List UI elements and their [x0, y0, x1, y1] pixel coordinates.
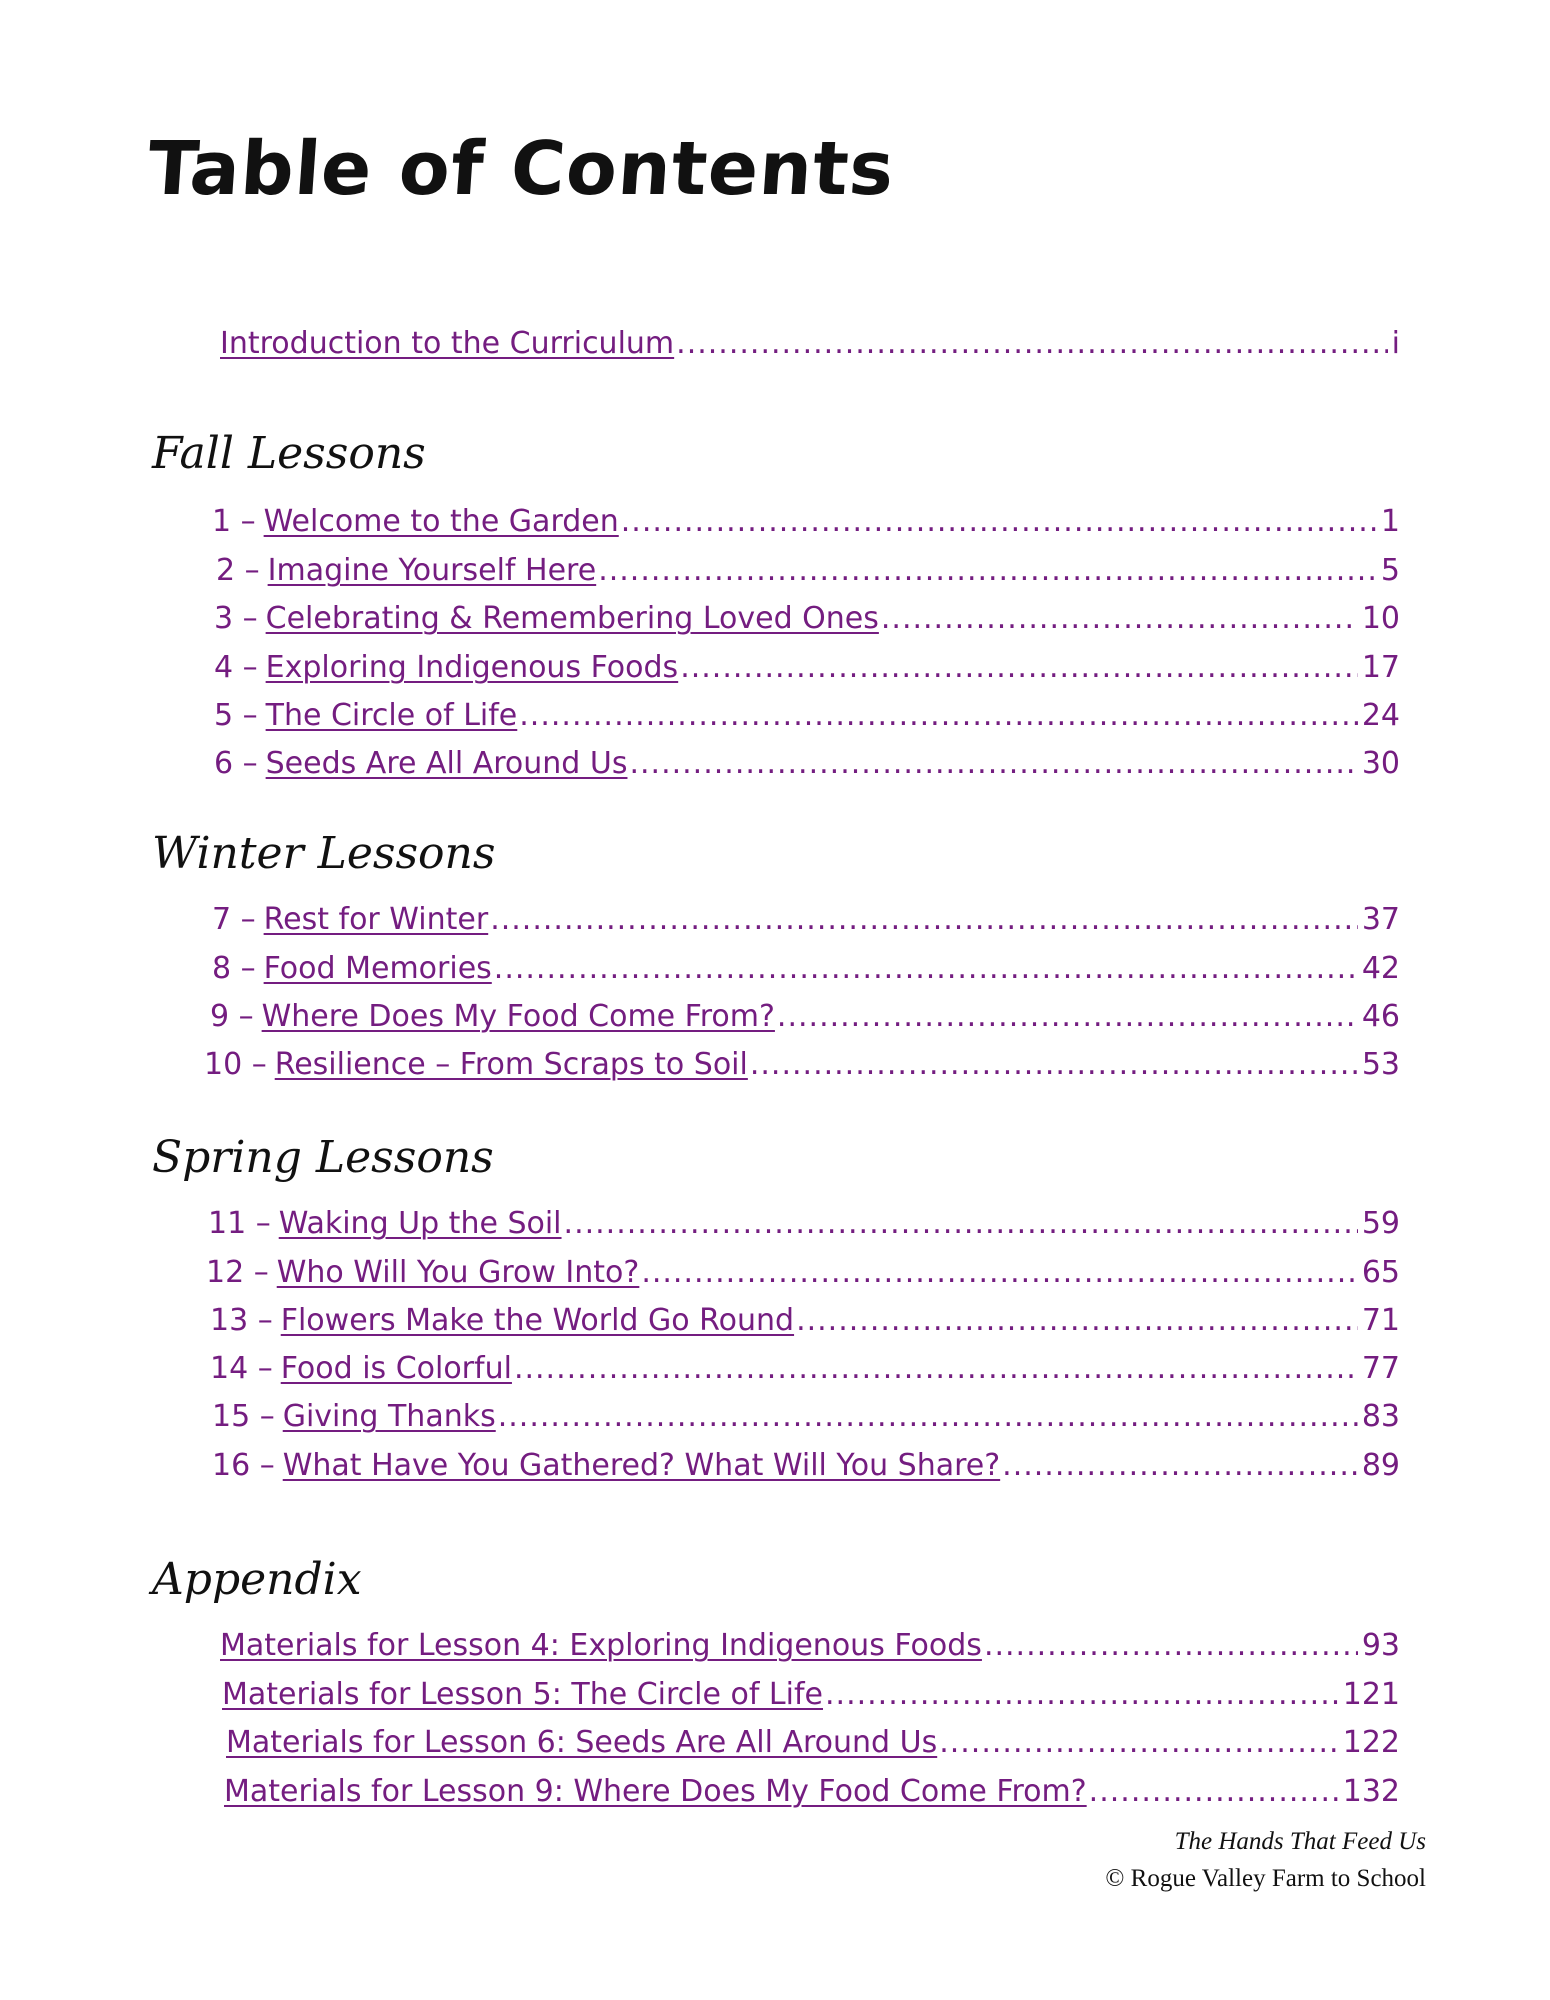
dot-leader	[629, 742, 1357, 786]
dot-leader	[641, 1251, 1357, 1295]
toc-entry-lesson-7[interactable]	[212, 898, 1400, 942]
page-number: 42	[1361, 951, 1400, 986]
toc-entry-lesson-16[interactable]	[212, 1444, 1400, 1488]
toc-link-lesson-14[interactable]: Food is Colorful	[280, 1351, 512, 1386]
dot-leader	[514, 1347, 1358, 1391]
toc-entry-lesson-6[interactable]	[214, 742, 1400, 786]
page-number: 93	[1361, 1628, 1400, 1663]
toc-link-appendix-lesson-6[interactable]: Materials for Lesson 6: Seeds Are All Around Us	[226, 1725, 938, 1760]
dot-leader	[621, 500, 1377, 544]
toc-link-lesson-4[interactable]: Exploring Indigenous Foods	[265, 650, 679, 685]
lesson-number: 7 –	[212, 902, 256, 937]
toc-link-introduction[interactable]: Introduction to the Curriculum	[220, 326, 675, 361]
lesson-number: 4 –	[214, 650, 258, 685]
toc-link-lesson-9[interactable]: Where Does My Food Come From?	[261, 999, 775, 1034]
page-number: 17	[1361, 650, 1400, 685]
lesson-number: 12 –	[206, 1255, 269, 1290]
lesson-number: 16 –	[212, 1448, 275, 1483]
page-title: Table of Contents	[144, 126, 898, 212]
dot-leader	[939, 1721, 1339, 1765]
lesson-number: 8 –	[212, 951, 256, 986]
toc-entry-appendix-lesson-9[interactable]	[224, 1770, 1400, 1814]
toc-entry-lesson-11[interactable]	[208, 1202, 1400, 1246]
section-heading-spring: Spring Lessons	[152, 1132, 494, 1183]
toc-link-lesson-11[interactable]: Waking Up the Soil	[278, 1206, 562, 1241]
toc-link-lesson-3[interactable]: Celebrating & Remembering Loved Ones	[265, 601, 879, 636]
dot-leader	[796, 1299, 1358, 1343]
page-number: 65	[1361, 1255, 1400, 1290]
page-number: 53	[1361, 1047, 1400, 1082]
toc-link-lesson-8[interactable]: Food Memories	[263, 951, 492, 986]
dot-leader	[564, 1202, 1358, 1246]
page-number: 59	[1361, 1206, 1400, 1241]
toc-entry-appendix-lesson-6[interactable]	[226, 1721, 1400, 1765]
dot-leader	[881, 597, 1358, 641]
toc-entry-lesson-14[interactable]	[210, 1347, 1400, 1391]
dot-leader	[680, 646, 1358, 690]
dot-leader	[777, 995, 1358, 1039]
page-number: 89	[1361, 1448, 1400, 1483]
lesson-number: 10 –	[204, 1047, 267, 1082]
dot-leader	[519, 694, 1358, 738]
toc-entry-lesson-1[interactable]	[212, 500, 1400, 544]
section-heading-fall: Fall Lessons	[152, 428, 426, 479]
dot-leader	[490, 898, 1358, 942]
toc-entry-lesson-8[interactable]	[212, 947, 1400, 991]
lesson-number: 15 –	[212, 1399, 275, 1434]
toc-entry-lesson-15[interactable]	[212, 1395, 1400, 1439]
page-number: 1	[1380, 504, 1400, 539]
footer-copyright: © Rogue Valley Farm to School	[1105, 1865, 1426, 1892]
lesson-number: 9 –	[210, 999, 254, 1034]
page-number: 132	[1342, 1774, 1400, 1809]
toc-link-lesson-13[interactable]: Flowers Make the World Go Round	[280, 1303, 795, 1338]
page-number: 77	[1361, 1351, 1400, 1386]
section-heading-appendix: Appendix	[152, 1554, 362, 1605]
toc-entry-lesson-3[interactable]	[214, 597, 1400, 641]
page-number: 30	[1361, 746, 1400, 781]
toc-entry-lesson-12[interactable]	[206, 1251, 1400, 1295]
lesson-number: 11 –	[208, 1206, 271, 1241]
page-number: 83	[1361, 1399, 1400, 1434]
page-number: i	[1391, 326, 1400, 361]
page-number: 122	[1342, 1725, 1400, 1760]
toc-entry-lesson-9[interactable]	[210, 995, 1400, 1039]
toc-entry-lesson-10[interactable]	[204, 1043, 1400, 1087]
lesson-number: 5 –	[214, 698, 258, 733]
toc-entry-introduction[interactable]	[220, 322, 1400, 366]
dot-leader	[1002, 1444, 1358, 1488]
toc-link-lesson-5[interactable]: The Circle of Life	[265, 698, 518, 733]
page-number: 71	[1361, 1303, 1400, 1338]
dot-leader	[825, 1673, 1339, 1717]
toc-entry-lesson-13[interactable]	[210, 1299, 1400, 1343]
dot-leader	[494, 947, 1358, 991]
lesson-number: 14 –	[210, 1351, 273, 1386]
dot-leader	[984, 1624, 1358, 1668]
dot-leader	[750, 1043, 1358, 1087]
toc-link-lesson-16[interactable]: What Have You Gathered? What Will You Share?	[282, 1448, 1001, 1483]
lesson-number: 1 –	[212, 504, 256, 539]
page-number: 121	[1342, 1677, 1400, 1712]
toc-link-lesson-7[interactable]: Rest for Winter	[263, 902, 489, 937]
page-number: 46	[1361, 999, 1400, 1034]
toc-entry-lesson-4[interactable]	[214, 646, 1400, 690]
page-number: 24	[1361, 698, 1400, 733]
dot-leader	[498, 1395, 1358, 1439]
footer-book-title: The Hands That Feed Us	[1174, 1828, 1426, 1855]
lesson-number: 2 –	[216, 553, 260, 588]
toc-link-lesson-2[interactable]: Imagine Yourself Here	[267, 553, 597, 588]
toc-entry-appendix-lesson-5[interactable]	[222, 1673, 1400, 1717]
toc-entry-appendix-lesson-4[interactable]	[220, 1624, 1400, 1668]
dot-leader	[676, 322, 1388, 366]
footer	[1105, 1823, 1426, 1897]
page-number: 5	[1380, 553, 1400, 588]
toc-link-lesson-12[interactable]: Who Will You Grow Into?	[276, 1255, 640, 1290]
page-number: 37	[1361, 902, 1400, 937]
lesson-number: 3 –	[214, 601, 258, 636]
dot-leader	[1089, 1770, 1339, 1814]
toc-link-lesson-1[interactable]: Welcome to the Garden	[263, 504, 619, 539]
toc-link-lesson-10[interactable]: Resilience – From Scraps to Soil	[274, 1047, 748, 1082]
dot-leader	[598, 549, 1377, 593]
toc-link-appendix-lesson-9[interactable]: Materials for Lesson 9: Where Does My Food Come From?	[224, 1774, 1087, 1809]
section-heading-winter: Winter Lessons	[152, 828, 496, 879]
toc-link-lesson-6[interactable]: Seeds Are All Around Us	[265, 746, 628, 781]
page-number: 10	[1361, 601, 1400, 636]
toc-link-lesson-15[interactable]: Giving Thanks	[282, 1399, 496, 1434]
lesson-number: 6 –	[214, 746, 258, 781]
toc-link-appendix-lesson-4[interactable]: Materials for Lesson 4: Exploring Indigenous Foods	[220, 1628, 982, 1663]
toc-entry-lesson-5[interactable]	[214, 694, 1400, 738]
lesson-number: 13 –	[210, 1303, 273, 1338]
toc-entry-lesson-2[interactable]	[216, 549, 1400, 593]
toc-link-appendix-lesson-5[interactable]: Materials for Lesson 5: The Circle of Life	[222, 1677, 823, 1712]
